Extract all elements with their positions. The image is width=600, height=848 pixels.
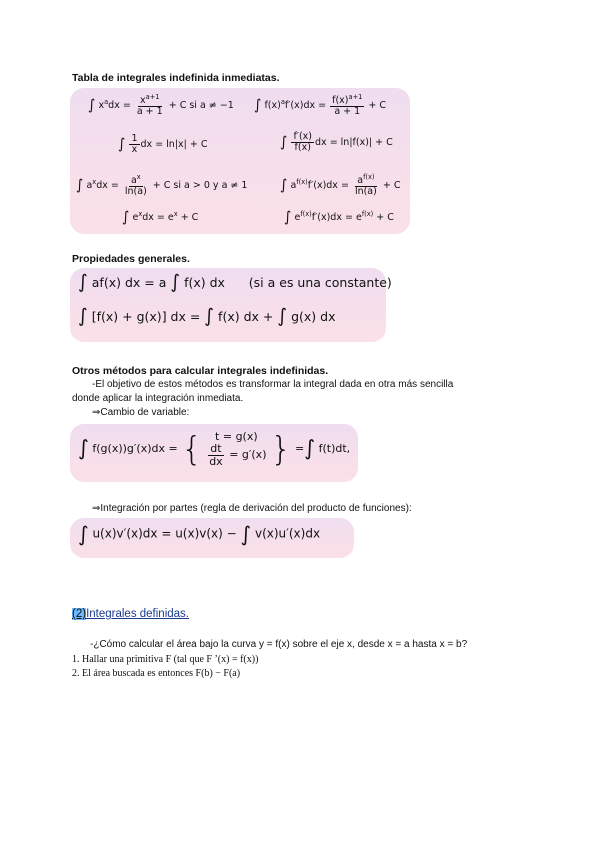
formula-exp-e-composite: ∫ $e^{f(x)}f'(x)dx = e^{f(x)} + C$: [284, 209, 394, 226]
area-question: -¿Cómo calcular el área bajo la curva y = f(x) sobre el eje x, desde x = a hasta x = b?: [90, 639, 468, 650]
formula-power-rule: ∫ $x^adx$ = $\frac{x^{a+1}}{a + 1}$ + C si a ≠ −1: [88, 93, 234, 118]
formula-reciprocal: ∫ $\frac{1}{x}$ dx = ln|x| + C: [118, 133, 208, 155]
section-title-link[interactable]: Integrales definidas.: [86, 608, 189, 620]
methods-intro-line1: -El objetivo de estos métodos es transformar la integral dada en otra más sencilla: [92, 379, 454, 390]
formula-exp-e: ∫ $e^xdx = e^x + C$: [122, 209, 199, 226]
formula-log-derivative: ∫ $\frac{f'(x)}{f(x)}$ dx = ln|f(x)| + C: [280, 131, 393, 153]
integration-by-parts-label: ⇒Integración por partes (regla de derivación del producto de funciones):: [92, 503, 412, 514]
formula-exponential-base-a: ∫ $a^xdx$ = $\frac{a^x}{\ln(a)}$ + C si a > 0 y a ≠ 1: [76, 173, 248, 198]
step-2: 2. El área buscada es entonces F(b) − F(a): [72, 668, 241, 679]
formula-exponential-composite: ∫ $a^{f(x)}f'(x)dx$ = $\frac{a^{f(x)}}{\ln(a)}$ + C: [280, 173, 401, 198]
change-of-variable-label: ⇒Cambio de variable:: [92, 407, 190, 418]
section-title-definite-integrals: [72, 608, 189, 620]
section-title-immediate-integrals: Tabla de integrales indefinida inmediatas.: [72, 72, 280, 84]
step-1: 1. Hallar una primitiva F (tal que F ’(x) = f(x)): [72, 654, 259, 665]
formula-sum-rule: ∫ [f(x) + g(x)] dx = ∫ f(x) dx + ∫ g(x) dx: [78, 306, 336, 327]
section-title-other-methods: Otros métodos para calcular integrales indefinidas.: [72, 365, 329, 377]
section-number-link[interactable]: (2): [72, 608, 87, 620]
section-title-general-properties: Propiedades generales.: [72, 253, 190, 265]
formula-power-composite: ∫ $f(x)^af'(x)dx$ = $\frac{f(x)^{a+1}}{a + 1}$ + C: [254, 93, 387, 118]
formula-integration-by-parts: ∫ u(x)v′(x)dx = u(x)v(x) − ∫ v(x)u′(x)dx: [78, 522, 321, 546]
formula-constant-multiple: ∫ af(x) dx = a ∫ f(x) dx (si a es una constante): [78, 272, 392, 293]
formula-change-of-variable: ∫ f(g(x))g′(x)dx = { t = g(x) $\frac{dt}{dx}$ = g′(x) } = ∫ f(t)dt,: [78, 429, 351, 469]
methods-intro-line2: donde aplicar la integración inmediata.: [72, 393, 244, 404]
